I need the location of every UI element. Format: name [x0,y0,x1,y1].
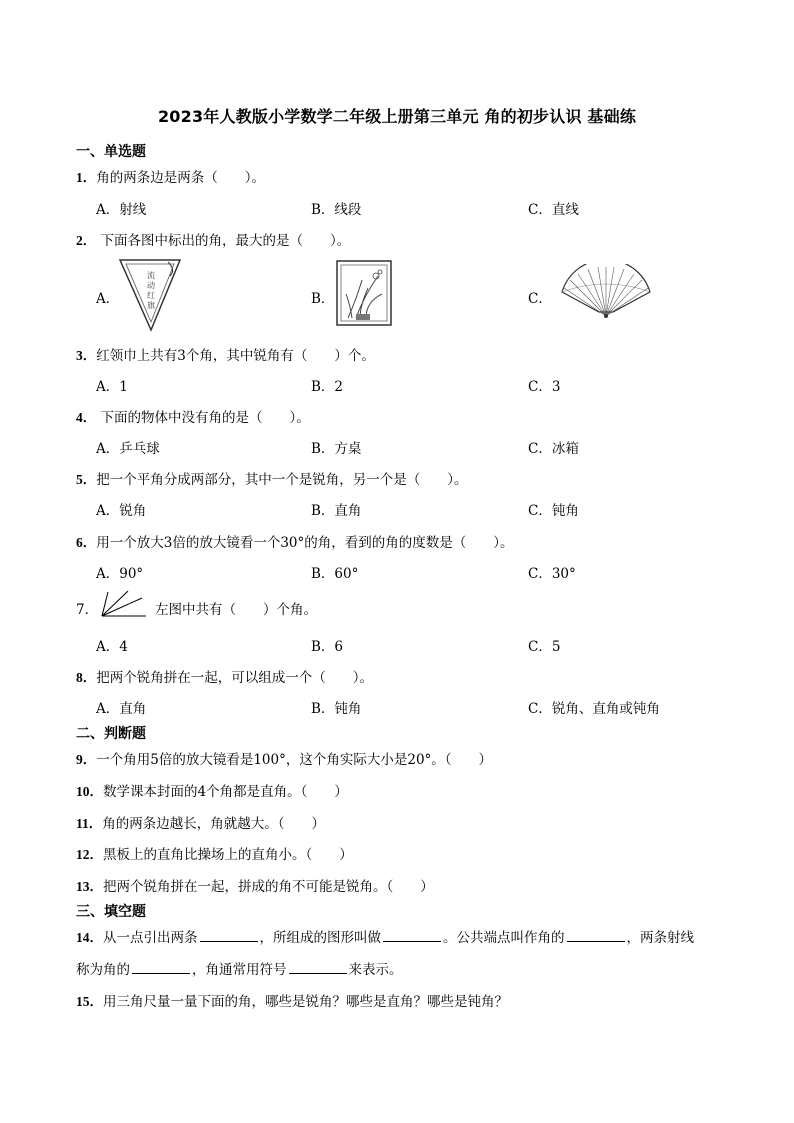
section-heading-true-false: 二、判断题 [76,726,146,742]
question-text: 把两个锐角拼在一起，可以组成一个（ ）。 [96,670,373,686]
q1-option-c: C．直线 [528,202,579,218]
flag-text-2: 动 [147,281,155,290]
question-7-number: 7． [76,602,99,618]
question-3 [76,344,375,364]
question-number: 9． [76,752,97,767]
question-1 [76,166,265,186]
question-number: 12． [76,847,103,862]
question-number: 5． [76,472,97,487]
q5-option-a: A．锐角 [96,503,147,519]
question-10 [76,780,348,800]
flag-text-1: 流 [147,271,155,280]
question-text: 角的两条边越长，角就越大。（ ） [102,816,326,832]
q14-text-part: 来表示。 [348,962,403,978]
question-12 [76,843,353,863]
q14-text-part: ，所组成的图形叫做 [259,930,381,946]
question-number: 13． [76,879,103,894]
question-5 [76,468,468,488]
question-text: 角的两条边是两条（ ）。 [96,170,265,186]
q8-option-b: B．钝角 [311,701,362,717]
q2-option-b: B． [311,291,335,307]
question-13 [76,875,434,895]
question-number: 10． [76,784,103,799]
q4-option-c: C．冰箱 [528,441,579,457]
q14-text-part: 。公共端点叫作角的 [443,930,565,946]
answer-blank[interactable] [567,929,625,942]
question-number: 14． [76,930,103,945]
q2-option-c: C． [528,291,552,307]
q3-option-c: C．3 [528,379,561,395]
q1-option-a: A．射线 [96,202,147,218]
red-flag-pennant-image [118,256,184,332]
angle-rays-figure [100,590,148,618]
question-text: 用三角尺量一量下面的角，哪些是锐角？哪些是直角？哪些是钝角？ [103,994,508,1010]
question-14-line-2 [76,958,403,978]
q7-option-b: B．6 [311,639,344,655]
flag-text-4: 旗 [147,301,155,310]
q6-option-a: A．90° [96,566,144,582]
question-text: 用一个放大3倍的放大镜看一个30°的角，看到的角的度数是（ ）。 [96,535,514,551]
page-title: 2023年人教版小学数学二年级上册第三单元 角的初步认识 基础练 [157,107,637,126]
section-heading-single-choice: 一、单选题 [76,144,146,160]
q4-option-a: A．乒乓球 [96,441,160,457]
q14-text-part: 从一点引出两条 [103,930,198,946]
question-6 [76,531,514,551]
question-text: 下面的物体中没有角的是（ ）。 [96,410,310,426]
q8-option-c: C．锐角、直角或钝角 [528,701,660,717]
question-text: 把一个平角分成两部分，其中一个是锐角，另一个是（ ）。 [96,472,468,488]
question-text: 数学课本封面的4个角都是直角。（ ） [103,784,348,800]
answer-blank[interactable] [383,929,441,942]
question-number: 6． [76,535,97,550]
question-text: 一个角用5倍的放大镜看是100°，这个角实际大小是20°。（ ） [96,752,493,768]
answer-blank[interactable] [132,961,190,974]
q6-option-b: B．60° [311,566,359,582]
question-15 [76,990,508,1010]
question-number: 8． [76,670,97,685]
q7-option-c: C．5 [528,639,561,655]
question-number: 3． [76,348,97,363]
question-4 [76,406,310,426]
q14-text-part: 称为角的 [76,962,130,978]
question-text: 把两个锐角拼在一起，拼成的角不可能是锐角。（ ） [103,879,434,895]
framed-orchid-picture-image [336,260,392,326]
answer-blank[interactable] [289,961,347,974]
q4-option-b: B．方桌 [311,441,362,457]
question-7-text: 左图中共有（ ）个角。 [155,602,317,618]
q6-option-c: C．30° [528,566,576,582]
section-heading-fill-in: 三、填空题 [76,904,146,920]
question-8 [76,666,373,686]
q14-text-part: ，两条射线 [626,930,694,946]
question-9 [76,748,492,768]
question-text: 红领巾上共有3个角，其中锐角有（ ）个。 [96,348,375,364]
flag-text-3: 红 [147,291,155,300]
q3-option-a: A．1 [96,379,128,395]
folding-fan-image [558,264,654,320]
q5-option-c: C．钝角 [528,503,579,519]
question-number: 4． [76,410,97,425]
q8-option-a: A．直角 [96,701,147,717]
q5-option-b: B．直角 [311,503,362,519]
question-11 [76,812,325,832]
question-text: 下面各图中标出的角，最大的是（ ）。 [96,233,351,249]
question-2 [76,229,350,249]
question-number: 11． [76,816,103,831]
q14-text-part: ，角通常用符号 [192,962,287,978]
q2-option-a: A． [96,291,120,307]
question-number: 2． [76,233,97,248]
q7-option-a: A．4 [96,639,128,655]
question-text: 黑板上的直角比操场上的直角小。（ ） [103,847,353,863]
q3-option-b: B．2 [311,379,344,395]
question-number: 15． [76,994,103,1009]
question-number: 1． [76,170,97,185]
q1-option-b: B．线段 [311,202,362,218]
answer-blank[interactable] [200,929,258,942]
question-14-line-1 [76,926,694,946]
